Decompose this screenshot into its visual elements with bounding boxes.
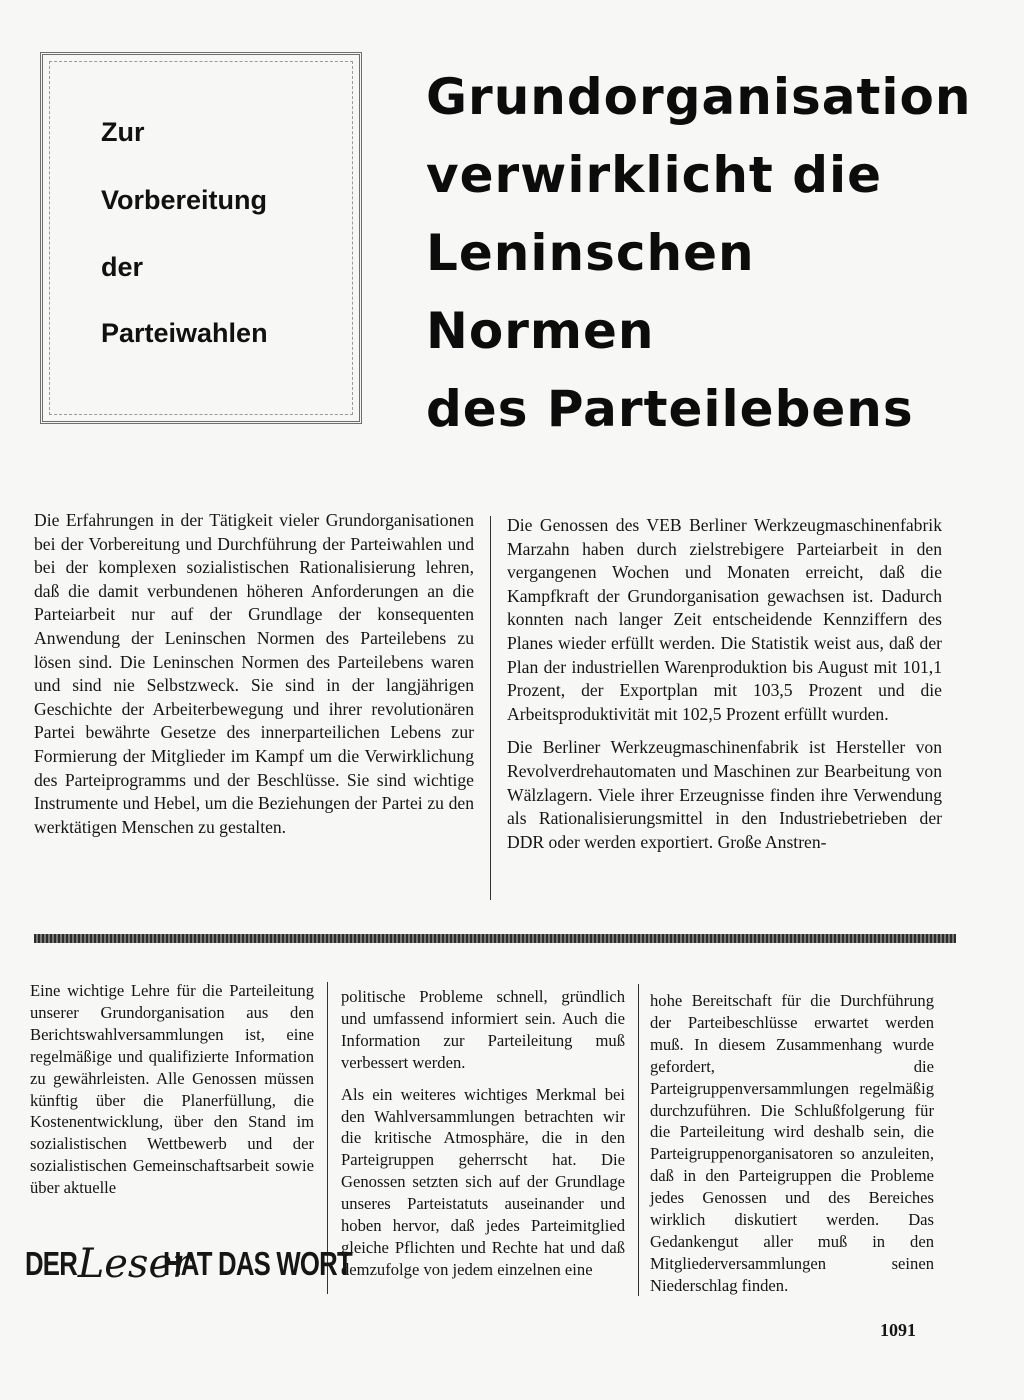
page-number: 1091 (880, 1320, 916, 1340)
section-divider (34, 934, 956, 943)
section-label-line-2: Vorbereitung (101, 185, 268, 215)
intro-right-column (507, 514, 942, 864)
intro-left-paragraph: Die Erfahrungen in der Tätigkeit vieler Grundorganisationen bei der Vorbereitung und Durchführung der Parteiwahlen und bei der komplexen sozialistischen Rationalisierung lehren, daß die damit verbundenen höheren Anforderungen an die Parteiarbeit nur auf der Grundlage der konsequenten Anwendung der Leninschen Normen des Parteilebens zu lösen sind. Die Leninschen Normen des Parteilebens waren und sind nie Selbstzweck. Sie sind in der langjährigen Geschichte der Arbeiterbewegung und ihrer revolutionären Partei bewährte Gesetze des innerparteilichen Lebens zur Formierung der Mitglieder im Kampf um die Verwirklichung des Parteiprogramms und der Beschlüsse. Sie sind wichtige Instrumente und Hebel, um die Beziehungen der Partei zu den werktätigen Menschen zu gestalten. (34, 510, 474, 837)
letter-column-1 (30, 980, 314, 1209)
letter-column-2 (341, 986, 625, 1291)
letter-col1-paragraph: Eine wichtige Lehre für die Parteileitung unserer Grundorganisation aus den Berichtswahlversammlungen ist, eine regelmäßige und qualifizierte Information zu gewährleisten. Alle Genossen müssen künftig über die Planerfüllung, die Kostenentwicklung, über den Stand im sozialistischen Wettbewerb und der sozialistischen Gemeinschaftsarbeit sowie über aktuelle (30, 981, 314, 1198)
headline-line-3: Leninschen (426, 224, 755, 282)
letter-column-rule-2 (638, 984, 639, 1296)
headline-line-4: Normen (426, 302, 655, 360)
rubric-words-hat-das-wort: HAT DAS WORT (163, 1245, 353, 1282)
intro-column-rule (490, 516, 491, 900)
letter-col2-paragraph-1: politische Probleme schnell, gründlich und umfassend informiert sein. Auch die Information zur Parteileitung muß verbessert werden. (341, 987, 625, 1072)
rubric-script-leser: Leser (77, 1241, 192, 1287)
rubric-signature (25, 1236, 353, 1292)
letter-col3-paragraph: hohe Bereitschaft für die Durchführung der Parteibeschlüsse erwartet werden muß. In diesem Zusammenhang wurde gefordert, die Parteigruppenversammlungen regelmäßig durchzuführen. Die Schlußfolgerung für die Parteileitung wird deshalb sein, die Parteigruppenorganisatoren so anzuleiten, daß in den Parteigruppen die Probleme jedes Genossen und des Bereiches wirklich diskutiert werden. Das Gedankengut aller muß in den Mitgliederversammlungen seinen Niederschlag finden. (650, 991, 934, 1295)
intro-right-paragraph-1: Die Genossen des VEB Berliner Werkzeugmaschinenfabrik Marzahn haben durch zielstrebigere Parteiarbeit in den vergangenen Wochen und Monaten erreicht, daß die Kampfkraft der Grundorganisation gewachsen ist. Dadurch konnten nach langer Zeit entscheidende Kennziffern des Planes wieder erfüllt werden. Die Statistik weist aus, daß der Plan der industriellen Warenproduktion bis August mit 101,1 Prozent, der Exportplan mit 103,5 Prozent und die Arbeitsproduktivität mit 102,5 Prozent erfüllt wurden. (507, 515, 942, 724)
rubric-word-der: DER (25, 1245, 78, 1282)
letter-col2-paragraph-2: Als ein weiteres wichtiges Merkmal bei den Wahlversammlungen betrachten wir die kritische Atmosphäre, die in den Parteigruppen geherrscht hat. Die Genossen setzten sich auf der Grundlage unseres Parteistatuts auseinander und hoben hervor, daß jedes Parteimitglied gleiche Pflichten und Rechte hat und daß demzufolge von jedem einzelnen eine (341, 1084, 625, 1279)
intro-right-paragraph-2: Die Berliner Werkzeugmaschinenfabrik ist Hersteller von Revolverdrehautomaten und Maschinen zur Bearbeitung von Wälzlagern. Viele ihrer Erzeugnisse finden ihre Verwendung als Rationalisierungsmittel in den Industriebetrieben der DDR oder werden exportiert. Große Anstren- (507, 737, 942, 852)
intro-left-column (34, 509, 474, 849)
section-box (40, 52, 362, 424)
headline-line-2: verwirklicht die (426, 146, 883, 204)
headline-line-1: Grundorganisation (426, 68, 972, 126)
headline-line-5: des Parteilebens (426, 380, 914, 438)
section-label-line-3: der (101, 252, 144, 282)
section-label-line-1: Zur (101, 117, 145, 147)
section-label-line-4: Parteiwahlen (101, 318, 268, 348)
letter-column-3 (650, 990, 934, 1307)
article-headline (426, 58, 986, 448)
section-box-inner-border (49, 61, 353, 415)
